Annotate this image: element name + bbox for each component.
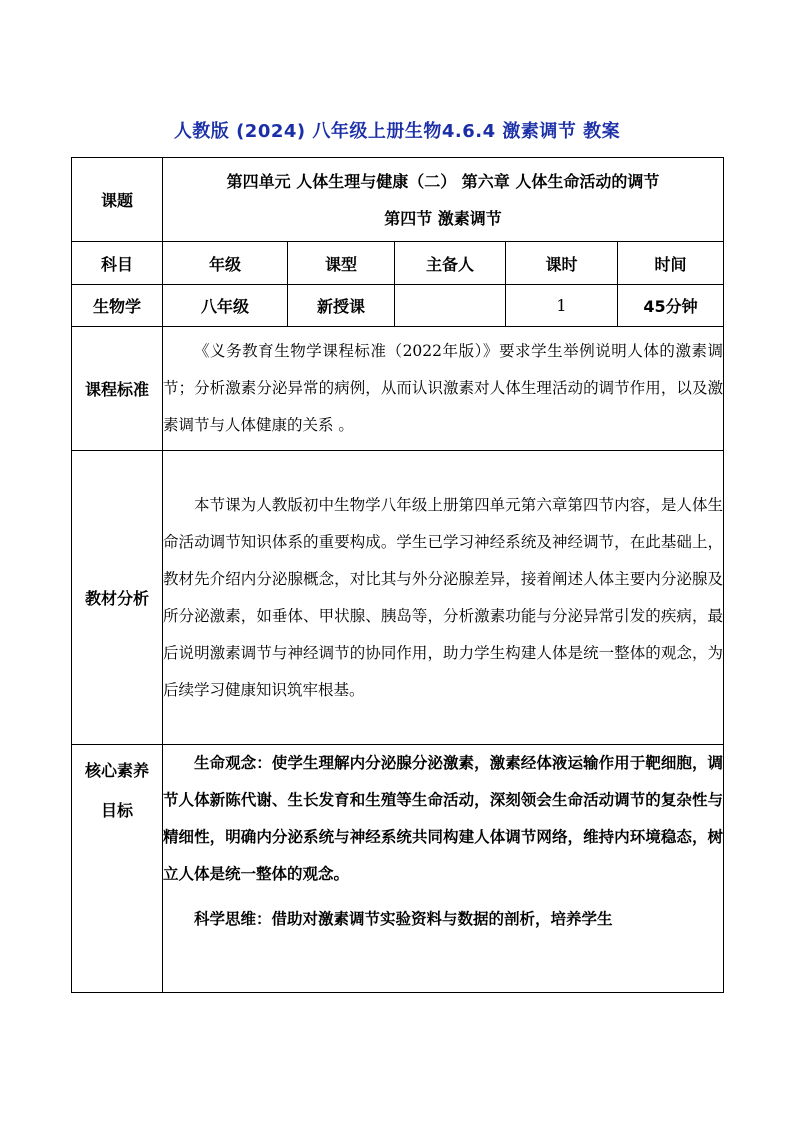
header-subject: 科目 <box>72 242 163 285</box>
topic-cell <box>163 158 724 242</box>
topic-label: 课题 <box>72 158 163 242</box>
core-label-line-2: 目标 <box>100 801 133 820</box>
core-cell <box>163 745 724 993</box>
core-row <box>72 745 724 993</box>
header-grade: 年级 <box>163 242 288 285</box>
analysis-text: 本节课为人教版初中生物学八年级上册第四单元第六章第四节内容，是人体生命活动调节知识体系的重要构成。学生已学习神经系统及神经调节，在此基础上，教材先介绍内分泌腺概念，对比其与外分泌腺差异，接着阐述人体主要内分泌腺及所分泌激素，如垂体、甲状腺、胰岛等，分析激素功能与分泌异常引发的疾病，最后说明激素调节与神经调节的协同作用，助力学生构建人体是统一整体的观念，为后续学习健康知识筑牢根基。 <box>163 495 724 699</box>
page-title: 人教版 (2024) 八年级上册生物4.6.4 激素调节 教案 <box>173 121 621 142</box>
value-time: 45分钟 <box>618 285 724 327</box>
value-periods: 1 <box>506 285 618 327</box>
core-label-line-1: 核心素养 <box>84 761 149 780</box>
standard-label: 课程标准 <box>72 327 163 451</box>
header-row <box>72 242 724 285</box>
core-para-life-concept: 生命观念：使学生理解内分泌腺分泌激素，激素经体液运输作用于靶细胞，调节人体新陈代谢、生长发育和生殖等生命活动，深刻领会生命活动调节的复杂性与精细性，明确内分泌系统与神经系统共同构建人体调节网络，维持内环境稳态，树立人体是统一整体的观念。 <box>163 754 724 883</box>
header-time: 时间 <box>618 242 724 285</box>
analysis-label: 教材分析 <box>72 451 163 745</box>
value-lesson-type: 新授课 <box>288 285 395 327</box>
header-lesson-type: 课型 <box>288 242 395 285</box>
header-preparer: 主备人 <box>395 242 506 285</box>
topic-line-1: 第四单元 人体生理与健康（二） 第六章 人体生命活动的调节 <box>226 171 660 191</box>
value-row <box>72 285 724 327</box>
lesson-plan-table <box>71 157 724 993</box>
analysis-cell <box>163 451 724 745</box>
topic-row <box>72 158 724 242</box>
standard-row <box>72 327 724 451</box>
analysis-row <box>72 451 724 745</box>
topic-line-2: 第四节 激素调节 <box>384 208 502 228</box>
value-preparer <box>395 285 506 327</box>
standard-cell <box>163 327 724 451</box>
core-para-scientific-thinking: 科学思维：借助对激素调节实验资料与数据的剖析，培养学生 <box>194 910 613 928</box>
core-label <box>72 745 163 993</box>
header-periods: 课时 <box>506 242 618 285</box>
value-subject: 生物学 <box>72 285 163 327</box>
standard-text: 《义务教育生物学课程标准（2022年版）》要求学生举例说明人体的激素调节；分析激素分泌异常的病例，从而认识激素对人体生理活动的调节作用，以及激素调节与人体健康的关系 。 <box>163 342 724 434</box>
value-grade: 八年级 <box>163 285 288 327</box>
